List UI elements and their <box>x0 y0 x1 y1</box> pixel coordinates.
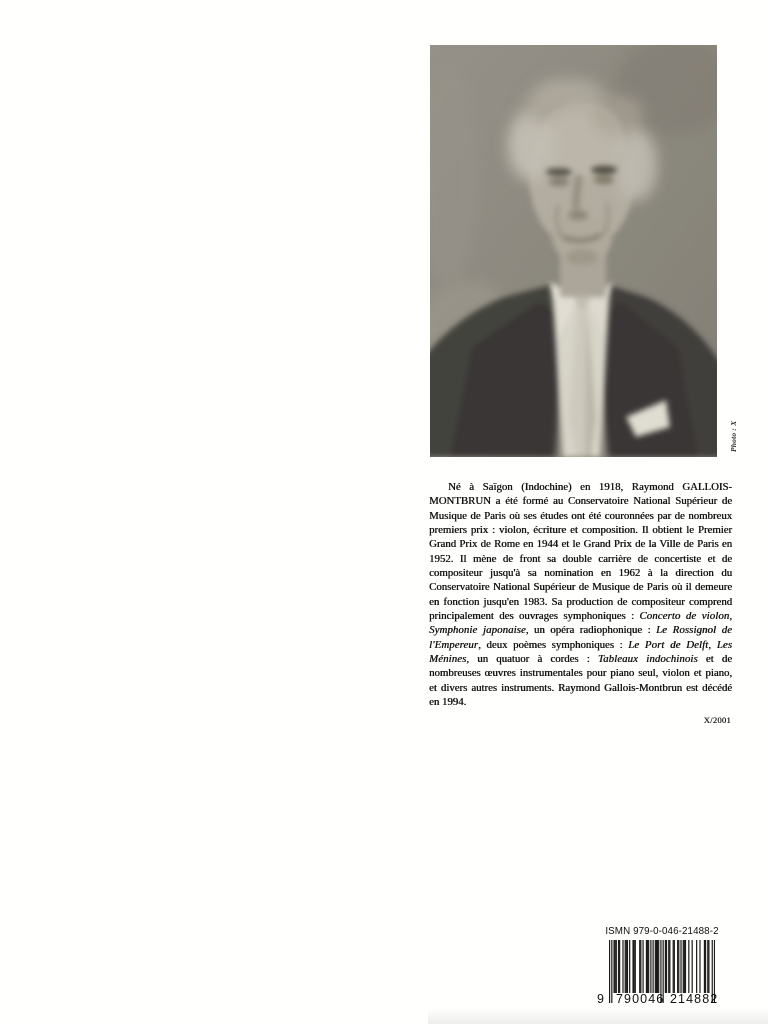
bio-paragraph: Né à Saïgon (Indochine) en 1918, Raymond GALLOIS-MONTBRUN a été formé au Conservatoire National Supérieur de Musique de Paris où ses études ont été couronnées par de nombreux premiers prix : violon, écriture et composition. Il obtient le Premier Grand Prix de Rome en 1944 et le Grand Prix de la Ville de Paris en 1952. Il mène de front sa double carrière de concertiste et de compositeur jusqu'à sa nomination en 1962 à la direction du Conservatoire National Supérieur de Musique de Paris où il demeure en fonction jusqu'en 1983. Sa production de compositeur comprend principalement des ouvrages symphoniques : Concerto de violon, Symphonie japonaise, un opéra radiophonique : Le Rossignol de l'Empereur, deux poèmes symphoniques : Le Port de Delft, Les Ménines, un quatuor à cordes : Tableaux indochinois et de nombreuses œuvres instrumentales pour piano seul, violon et piano, et divers autres instruments. Raymond Gallois-Montbrun est décédé en 1994. <box>429 481 732 709</box>
ismn-label: ISMN 979-0-046-21488-2 <box>605 926 719 937</box>
edition-note: X/2001 <box>703 714 731 725</box>
barcode-digit-lead: 9 <box>597 992 604 1006</box>
portrait-photo <box>430 45 717 457</box>
photo-credit: Photo : X <box>729 420 738 452</box>
barcode-digits-right: 214882 <box>670 992 719 1006</box>
barcode-digits-left: 790046 <box>616 992 665 1006</box>
portrait-photo-illustration <box>430 45 717 457</box>
biography-block <box>429 480 732 725</box>
barcode <box>597 926 719 1006</box>
scan-shadow <box>428 1008 768 1024</box>
